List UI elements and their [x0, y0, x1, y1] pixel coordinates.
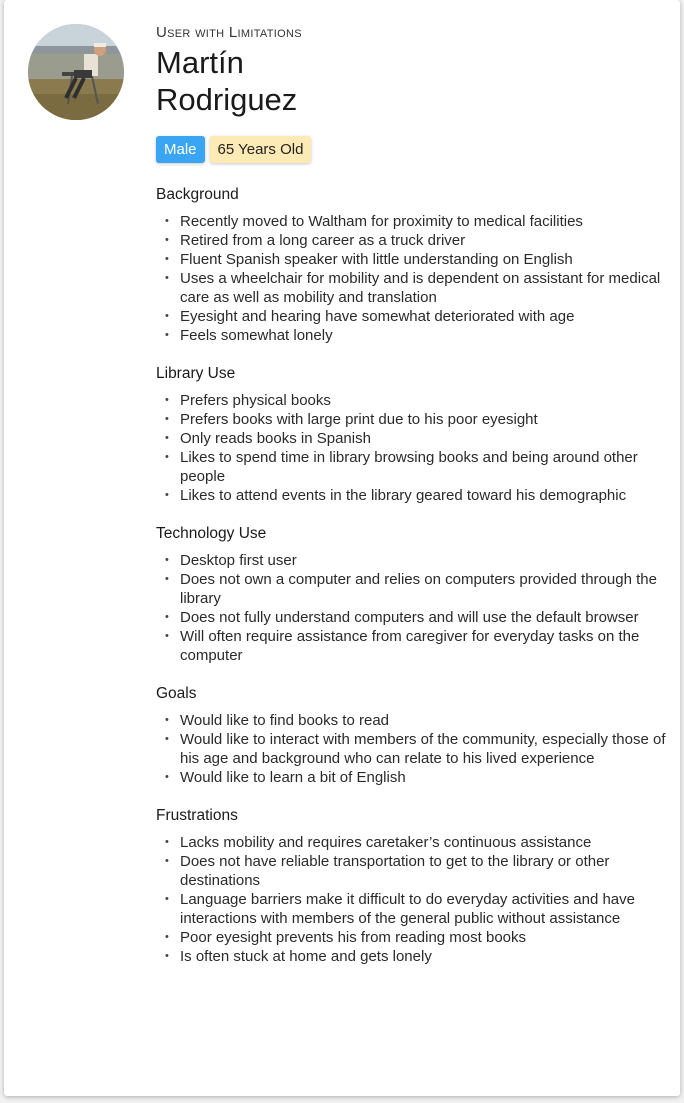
bullet-list — [156, 212, 666, 345]
list-item: • Poor eyesight prevents his from reading most books — [156, 928, 666, 947]
list-item: • Likes to attend events in the library geared toward his demographic — [156, 486, 666, 505]
list-item: • Does not have reliable transportation to get to the library or other destinations — [156, 852, 666, 890]
persona-card — [4, 0, 680, 1096]
list-item: • Would like to interact with members of the community, especially those of his age and background who can relate to his lived experience — [156, 730, 666, 768]
bullet-list — [156, 391, 666, 505]
section-title: Goals — [156, 685, 197, 702]
list-item: • Does not fully understand computers and will use the default browser — [156, 608, 666, 627]
list-item: • Feels somewhat lonely — [156, 326, 666, 345]
list-item: • Desktop first user — [156, 551, 666, 570]
list-item: • Is often stuck at home and gets lonely — [156, 947, 666, 966]
avatar-photo — [28, 24, 124, 120]
list-item: • Eyesight and hearing have somewhat deteriorated with age — [156, 307, 666, 326]
list-item: • Will often require assistance from caregiver for everyday tasks on the computer — [156, 627, 666, 665]
list-item: • Prefers books with large print due to his poor eyesight — [156, 410, 666, 429]
bullet-list — [156, 711, 666, 787]
section-frustrations — [156, 806, 666, 966]
section-title: Frustrations — [156, 807, 238, 824]
list-item: • Recently moved to Waltham for proximity to medical facilities — [156, 212, 666, 231]
section-title: Technology Use — [156, 525, 267, 542]
list-item: • Retired from a long career as a truck driver — [156, 231, 666, 250]
section-title: Library Use — [156, 365, 236, 382]
persona-last-name: Rodriguez — [156, 82, 298, 117]
list-item: • Likes to spend time in library browsing books and being around other people — [156, 448, 666, 486]
gender-tag: Male — [156, 136, 205, 163]
list-item: • Does not own a computer and relies on computers provided through the library — [156, 570, 666, 608]
list-item: • Lacks mobility and requires caretaker’s continuous assistance — [156, 833, 666, 852]
avatar — [28, 24, 124, 120]
persona-content — [156, 24, 666, 966]
bullet-list — [156, 551, 666, 665]
section-goals — [156, 684, 666, 787]
list-item: • Would like to find books to read — [156, 711, 666, 730]
bullet-list — [156, 833, 666, 966]
section-library-use — [156, 364, 666, 505]
list-item: • Uses a wheelchair for mobility and is dependent on assistant for medical care as well as mobility and translation — [156, 269, 666, 307]
list-item: • Only reads books in Spanish — [156, 429, 666, 448]
section-background — [156, 185, 666, 345]
persona-tags — [156, 136, 666, 164]
list-item: • Would like to learn a bit of English — [156, 768, 666, 787]
list-item: • Fluent Spanish speaker with little understanding on English — [156, 250, 666, 269]
section-technology-use — [156, 524, 666, 665]
list-item: • Prefers physical books — [156, 391, 666, 410]
age-tag: 65 Years Old — [210, 136, 312, 163]
persona-name — [156, 44, 666, 118]
persona-role: User with Limitations — [156, 24, 302, 41]
section-title: Background — [156, 186, 239, 203]
list-item: • Language barriers make it difficult to do everyday activities and have interactions with members of the general public without assistance — [156, 890, 666, 928]
persona-first-name: Martín — [156, 45, 244, 80]
